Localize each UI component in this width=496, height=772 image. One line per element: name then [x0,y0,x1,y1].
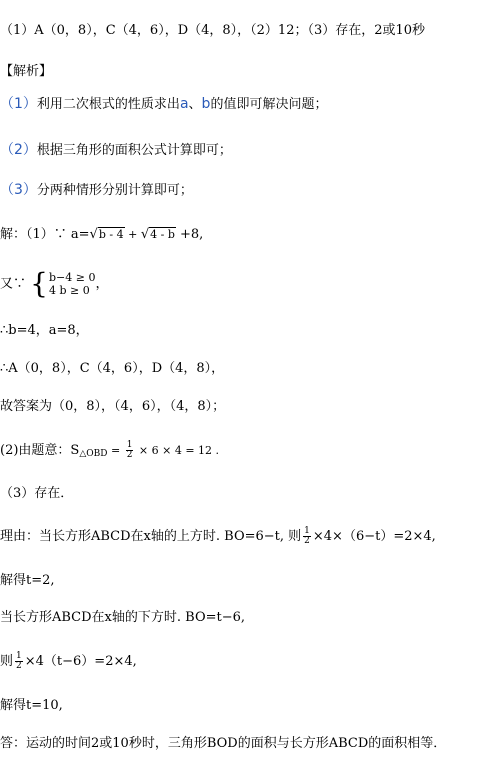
hint-3-num: （3） [0,182,37,198]
radicand-1: b - 4 [98,228,124,241]
hint-3 [0,181,193,200]
radicand-2: 4 - b [150,228,175,241]
inequality-row-1: b−4 ≥ 0 [48,271,96,284]
solution-2-prefix: (2)由题意：S [0,443,80,458]
fraction-numerator: 1 [126,440,133,450]
fraction-numerator: 1 [304,526,310,536]
solution-2-rest: × 6 × 4 = 12 . [135,444,220,457]
hint-2 [0,141,232,160]
solve-t-2: 解得t=2, [0,573,55,588]
hint-1-var-a: a [179,96,189,112]
reason-prefix: 理由：当长方形ABCD在x轴的上方时. BO=6−t, 则 [0,529,302,544]
solve-t-10: 解得t=10, [0,698,63,713]
fraction-numerator: 1 [16,651,22,661]
hint-1-num: （1） [0,96,37,112]
reason-line [0,527,436,546]
also-prefix: 又∵ [0,276,27,292]
hint-2-num: （2） [0,142,37,158]
inequality-row-2: 4 b ≥ 0 [48,284,90,297]
fraction-denominator: 2 [126,450,133,460]
answer-is: 故答案为（0，8），（4，6），（4，8）； [0,399,226,414]
solution-1-prefix: 解：（1）∵ a= [0,227,90,242]
also-tail: ， [95,276,109,292]
hint-1 [0,95,327,114]
hint-1-sep: 、 [188,97,202,112]
fraction-denominator: 2 [304,536,310,546]
hint-1-tail: 的值即可解决问题； [210,97,328,112]
then-rest: ×4（t−6）=2×4, [24,654,137,669]
solution-3-exists: （3）存在． [0,486,74,501]
then-line [0,652,137,671]
hint-2-text: 根据三角形的面积公式计算即可； [36,143,232,158]
fraction-half-2 [303,527,311,546]
radical-sign-2: √ [140,227,150,242]
therefore-points: ∴A（0，8），C（4，6），D（4，8）， [0,361,225,376]
plus-sign: + [124,228,141,241]
hint-1-var-b: b [201,96,211,112]
radical-sign-1: √ [89,227,98,242]
fraction-half-1 [126,441,134,460]
answer-line: （1）A（0，8），C（4，6），D（4，8），（2）12；（3）存在，2或10秒 [0,23,426,38]
solution-1 [0,226,203,244]
inequality-system [49,271,95,297]
equals-sign: = [107,444,124,457]
therefore-values: ∴b=4，a=8， [0,323,89,338]
hint-3-text: 分两种情形分别计算即可； [36,183,193,198]
left-brace: { [30,267,48,300]
analysis-title: 【解析】 [0,64,53,79]
also-condition [0,267,109,300]
triangle-subscript: △OBD [79,449,108,459]
hint-1-text: 利用二次根式的性质求出 [36,97,180,112]
final-answer: 答：运动的时间2或10秒时，三角形BOD的面积与长方形ABCD的面积相等． [0,736,447,751]
fraction-half-3 [15,652,23,671]
reason-rest: ×4×（6−t）=2×4, [312,529,436,544]
solution-1-tail: +8, [175,227,204,242]
fraction-denominator: 2 [16,661,22,671]
solution-2 [0,441,219,463]
below-case: 当长方形ABCD在x轴的下方时. BO=t−6, [0,610,246,625]
then-prefix: 则 [0,654,14,669]
